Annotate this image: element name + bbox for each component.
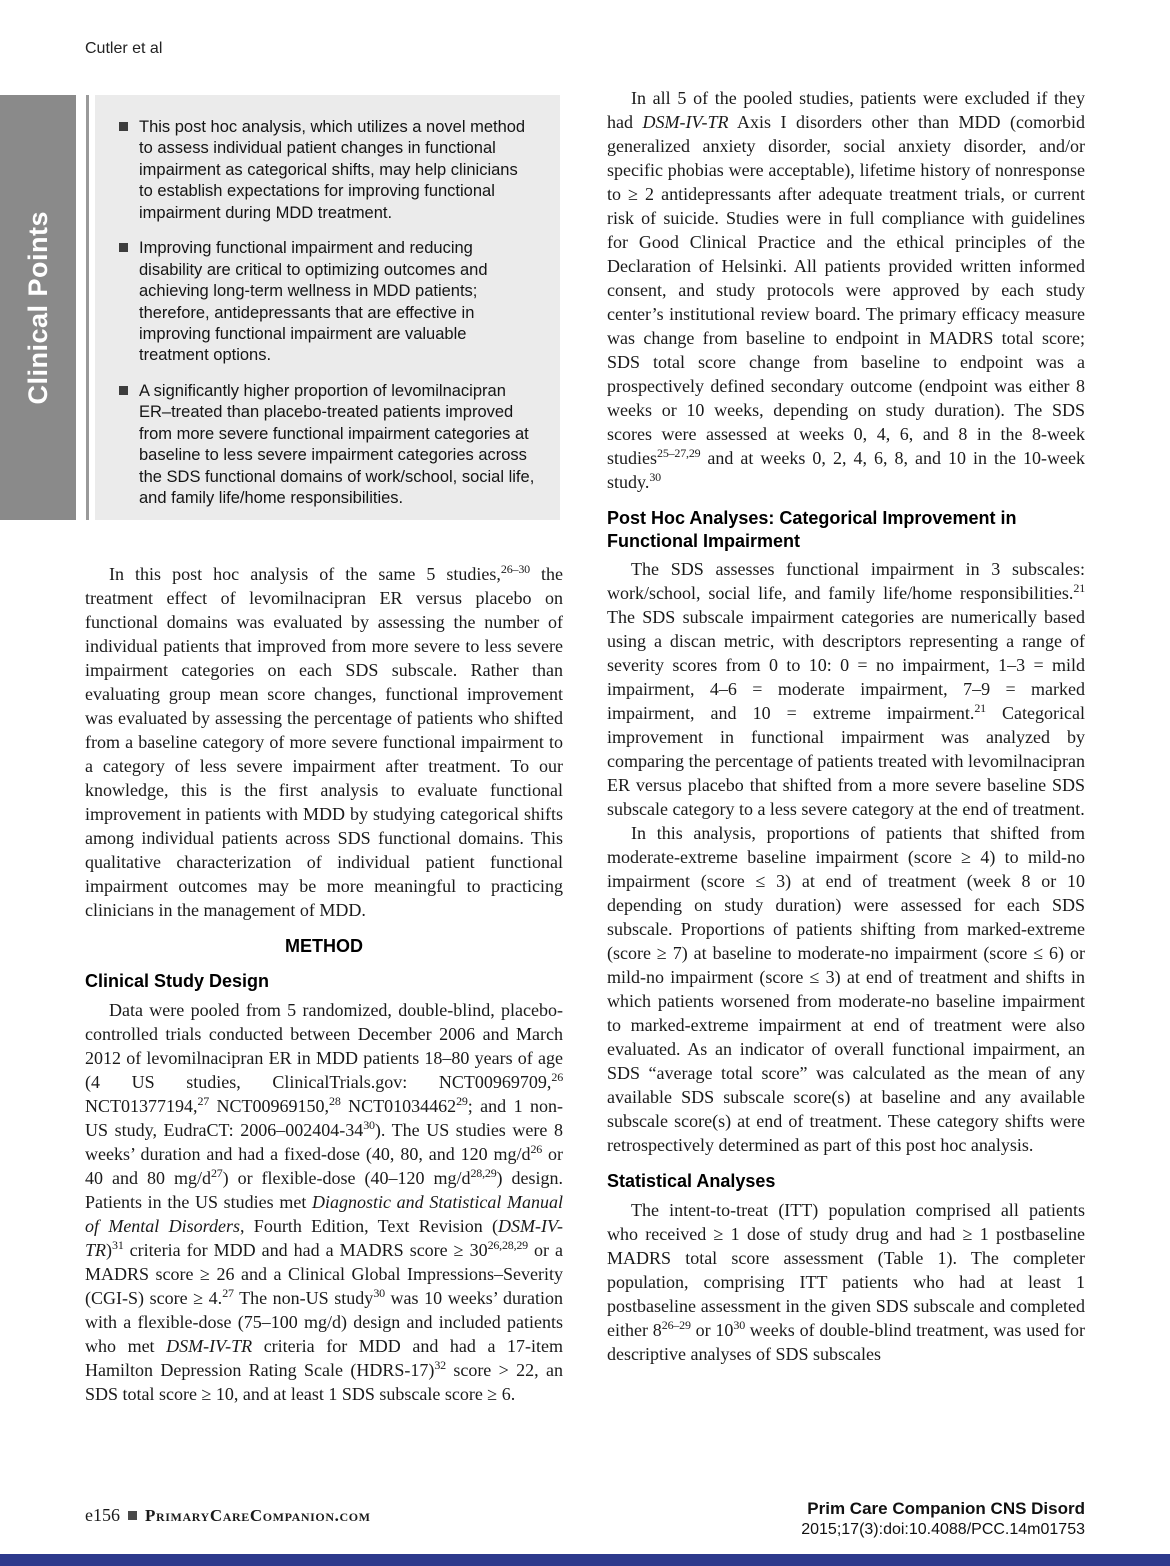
- right-column: [607, 86, 1085, 1366]
- left-column: [85, 562, 563, 1406]
- clinical-point-item: [119, 238, 536, 367]
- exclusion-paragraph: In all 5 of the pooled studies, patients were excluded if they had DSM-IV-TR Axis I disorders other than MDD (comorbid generalized anxiety disorder, social anxiety disorder, and/or specific phobias were acceptable), lifetime history of nonresponse to ≥ 2 antidepressants after adequate treatment trials, or current risk of suicide. Studies were in full compliance with guidelines for Good Clinical Practice and the ethical principles of the Declaration of Helsinki. All patients provided written informed consent, and study protocols were approved by each study center’s institutional review board. The primary efficacy measure was change from baseline to endpoint in MADRS total score; SDS total score change from baseline to endpoint was a prospectively defined secondary outcome (endpoint was either 8 weeks or 10 weeks, depending on study duration). The SDS scores were assessed at weeks 0, 4, 6, and 8 in the 8-week studies$^{25-27,29}$ and at weeks 0, 2, 4, 6, 8, and 10 in the 10-week study.$^{30}$: [607, 88, 1085, 492]
- clinical-points-divider: [86, 95, 89, 520]
- post-hoc-analyses-heading: Post Hoc Analyses: Categorical Improvement in Functional Impairment: [607, 508, 1017, 551]
- clinical-points-sidebar: [0, 95, 76, 520]
- clinical-point-text: A significantly higher proportion of levomilnacipran ER–treated than placebo-treated patients improved from more severe functional impairment categories at baseline to less severe impairment categories across the SDS functional domains of work/school, social life, and family life/home responsibilities.: [139, 381, 535, 507]
- post-hoc-paragraph-1: The SDS assesses functional impairment in 3 subscales: work/school, social life, and family life/home responsibilities.$^{21}$ The SDS subscale impairment categories are numerically based using a discan metric, with descriptors representing a range of severity scores from 0 to 10: 0 = no impairment, 1–3 = mild impairment, 4–6 = moderate impairment, 7–9 = marked impairment, and 10 = extreme impairment.$^{21}$ Categorical improvement in functional impairment was analyzed by comparing the percentage of patients treated with levomilnacipran ER versus placebo that shifted from a more severe baseline SDS subscale category to a less severe category at the end of treatment.: [607, 559, 1085, 819]
- footer-right: [801, 1498, 1085, 1541]
- clinical-point-item: [119, 381, 536, 510]
- running-head: Cutler et al: [85, 40, 163, 57]
- statistical-analyses-heading: Statistical Analyses: [607, 1171, 776, 1191]
- intro-paragraph: In this post hoc analysis of the same 5 studies,$^{26-30}$ the treatment effect of levomilnacipran ER versus placebo on functional domains was evaluated by assessing the number of individual patients that improved from more severe to less severe impairment categories on each SDS subscale. Rather than evaluating group mean score changes, functional improvement was evaluated by assessing the percentage of patients who shifted from a baseline category of more severe functional impairment to a category of less severe impairment after treatment. To our knowledge, this is the first analysis to evaluate functional improvement in patients with MDD by studying categorical shifts among individual patients across SDS functional domains. This qualitative characterization of individual patient functional impairment outcomes may be more meaningful to practicing clinicians in the management of MDD.: [85, 562, 563, 920]
- bullet-square-icon: [119, 243, 128, 252]
- bullet-square-icon: [119, 122, 128, 131]
- post-hoc-paragraph-2: In this analysis, proportions of patients that shifted from moderate-extreme baseline impairment (score ≥ 4) to mild-no impairment (score ≤ 3) at end of treatment (week 8 or 10 depending on study duration) were assessed for each SDS subscale. Proportions of patients shifting from marked-extreme (score ≥ 7) at baseline to moderate-no impairment (score ≤ 6) or mild-no impairment (score ≤ 3) at end of treatment and shifts in which patients worsened from moderate-no baseline impairment to marked-extreme impairment at end of treatment were also evaluated. As an indicator of overall functional impairment, an SDS “average total score” was calculated as the mean of any available SDS subscale score(s) at baseline and any available subscale score(s) at end of treatment. These category shifts were retrospectively determined as part of this post hoc analysis.: [607, 823, 1085, 1155]
- page-number: e156: [85, 1505, 120, 1525]
- study-design-paragraph: Data were pooled from 5 randomized, double-blind, placebo-controlled trials conducted between December 2006 and March 2012 of levomilnacipran ER in MDD patients 18–80 years of age (4 US studies, ClinicalTrials.gov: NCT00969709,26 NCT01377194,27 NCT00969150,28 NCT01034462$^{29}$; and 1 non-US study, EudraCT: $2006-002404-34^{30}$). The US studies were 8 weeks’ duration and had a fixed-dose (40, 80, and 120 $mg/d^{26}$ or 40 and 80 $mg/d^{27}$) or flexible-dose (40–120 $mg/d^{28,29}$) design. Patients in the US studies met Diagnostic and Statistical Manual of Mental Disorders, Fourth Edition, Text Revision $(DSM-IV-TR)^{31}$ criteria for MDD and had a MADRS score ≥ $30^{26,28,29}$ or a MADRS score ≥ 26 and a Clinical Global Impressions–Severity (CGI-S) score ≥ 4.27 The non-US study$^{30}$ was 10 weeks’ duration with a flexible-dose (75–100 mg/d) design and included patients who met DSM-IV-TR criteria for MDD and had a 17-item Hamilton Depression Rating Scale (HDRS-17)$^{32}$ score > 22, an SDS total score ≥ 10, and at least 1 SDS subscale score ≥ 6.: [85, 999, 564, 1404]
- statistical-analyses-paragraph: The intent-to-treat (ITT) population comprised all patients who received ≥ 1 dose of study drug and had ≥ 1 postbaseline MADRS total score assessment (Table 1). The completer population, comprising ITT patients who had at least 1 postbaseline assessment in the given SDS subscale and completed either 8$^{26-29}$ or $10^{30}$ weeks of double-blind treatment, was used for descriptive analyses of SDS subscales: [607, 1199, 1085, 1364]
- clinical-study-design-heading: Clinical Study Design: [85, 971, 270, 991]
- clinical-point-item: [119, 117, 536, 224]
- clinical-points-box: [95, 95, 560, 520]
- method-heading: METHOD: [285, 936, 363, 956]
- clinical-point-text: This post hoc analysis, which utilizes a novel method to assess individual patient changes in functional impairment as categorical shifts, may help clinicians to establish expectations for improving functional impairment during MDD treatment.: [139, 118, 526, 222]
- footer-square-icon: [128, 1511, 137, 1520]
- footer-left: [85, 1505, 371, 1526]
- journal-website: PrimaryCareCompanion.com: [145, 1505, 371, 1525]
- clinical-points-sidebar-label: Clinical Points: [22, 210, 53, 405]
- journal-name: Prim Care Companion CNS Disord: [807, 1499, 1085, 1518]
- bullet-square-icon: [119, 386, 128, 395]
- bottom-accent-bar: [0, 1554, 1170, 1566]
- clinical-point-text: Improving functional impairment and reducing disability are critical to optimizing outcomes and achieving long-term wellness in MDD patients; therefore, antidepressants that are effective in improving functional impairment are valuable treatment options.: [139, 239, 488, 365]
- journal-citation: 2015;17(3):doi:10.4088/PCC.14m01753: [801, 1521, 1085, 1539]
